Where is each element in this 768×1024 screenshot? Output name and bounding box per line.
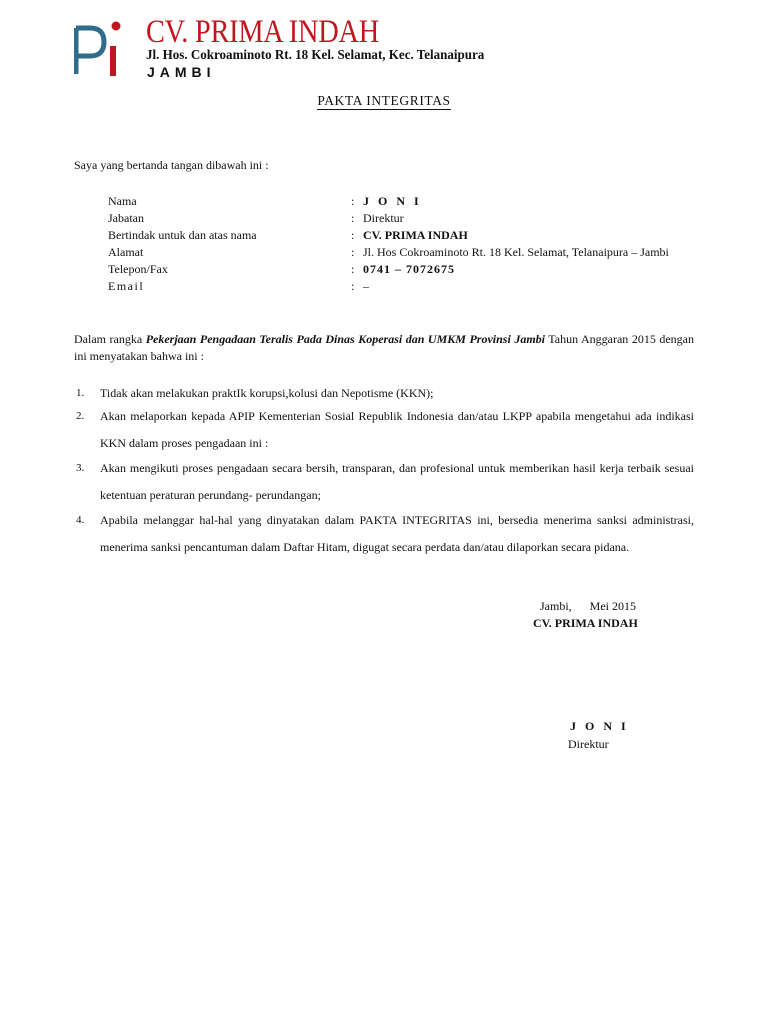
identity-value: Direktur — [363, 211, 404, 225]
identity-value: CV. PRIMA INDAH — [363, 228, 468, 242]
paragraph-prefix: Dalam rangka — [74, 332, 146, 346]
identity-value: J O N I — [363, 194, 422, 208]
signer-title: Direktur — [568, 737, 609, 751]
place-date: Jambi, Mei 2015 — [540, 599, 636, 613]
identity-row — [108, 227, 708, 244]
statement-paragraph — [74, 331, 694, 365]
identity-label: Jabatan — [108, 211, 144, 225]
identity-label: Nama — [108, 194, 137, 208]
identity-colon: : — [351, 245, 355, 259]
list-item — [74, 403, 694, 456]
list-item — [74, 455, 694, 508]
identity-value: Jl. Hos Cokroaminoto Rt. 18 Kel. Selamat, Telanaipura – Jambi — [363, 245, 669, 259]
list-text: Akan mengikuti proses pengadaan secara bersih, transparan, dan profesional untuk memberikan hasil kerja terbaik sesuai ketentuan peraturan perundang- perundangan; — [100, 461, 694, 502]
identity-row — [108, 278, 708, 295]
list-number: 2. — [76, 410, 85, 422]
identity-value: 0741 – 7072675 — [363, 262, 455, 276]
list-number: 4. — [76, 514, 85, 526]
intro-line: Saya yang bertanda tangan dibawah ini : — [74, 158, 269, 172]
signer-name: J O N I — [570, 719, 629, 733]
list-text: Tidak akan melakukan praktIk korupsi,kolusi dan Nepotisme (KKN); — [100, 386, 434, 400]
list-text: Apabila melanggar hal-hal yang dinyatakan dalam PAKTA INTEGRITAS ini, bersedia menerima sanksi administrasi, menerima sanksi pencantuman dalam Daftar Hitam, digugat secara perdata dan/atau dilaporkan secara pidana. — [100, 513, 694, 554]
identity-colon: : — [351, 211, 355, 225]
identity-row — [108, 193, 708, 210]
identity-colon: : — [351, 279, 355, 293]
identity-colon: : — [351, 194, 355, 208]
identity-row — [108, 261, 708, 278]
company-address: Jl. Hos. Cokroaminoto Rt. 18 Kel. Selamat, Kec. Telanaipura — [146, 48, 485, 63]
identity-label: Email — [108, 279, 145, 293]
document-title-text: PAKTA INTEGRITAS — [317, 93, 451, 108]
signature-company: CV. PRIMA INDAH — [533, 616, 638, 630]
document-title — [0, 93, 768, 109]
company-city: JAMBI — [147, 64, 216, 80]
identity-colon: : — [351, 262, 355, 276]
company-name: CV. PRIMA INDAH — [146, 14, 379, 50]
identity-row — [108, 210, 708, 227]
identity-row — [108, 244, 708, 261]
identity-colon: : — [351, 228, 355, 242]
identity-label: Telepon/Fax — [108, 262, 168, 276]
identity-value: – — [363, 279, 369, 293]
list-item — [74, 507, 694, 560]
list-number: 1. — [76, 387, 85, 399]
list-text: Akan melaporkan kepada APIP Kementerian Sosial Republik Indonesia dan/atau LKPP apabila mengetahui ada indikasi KKN dalam proses pengadaan ini : — [100, 409, 694, 450]
identity-label: Alamat — [108, 245, 144, 259]
identity-label: Bertindak untuk dan atas nama — [108, 228, 257, 242]
list-number: 3. — [76, 462, 85, 474]
paragraph-suffix: Tahun Anggaran 2015 dengan ini menyatakan bahwa ini : — [74, 332, 695, 363]
company-logo — [74, 20, 126, 80]
project-name: Pekerjaan Pengadaan Teralis Pada Dinas Koperasi dan UMKM Provinsi Jambi — [145, 332, 545, 346]
